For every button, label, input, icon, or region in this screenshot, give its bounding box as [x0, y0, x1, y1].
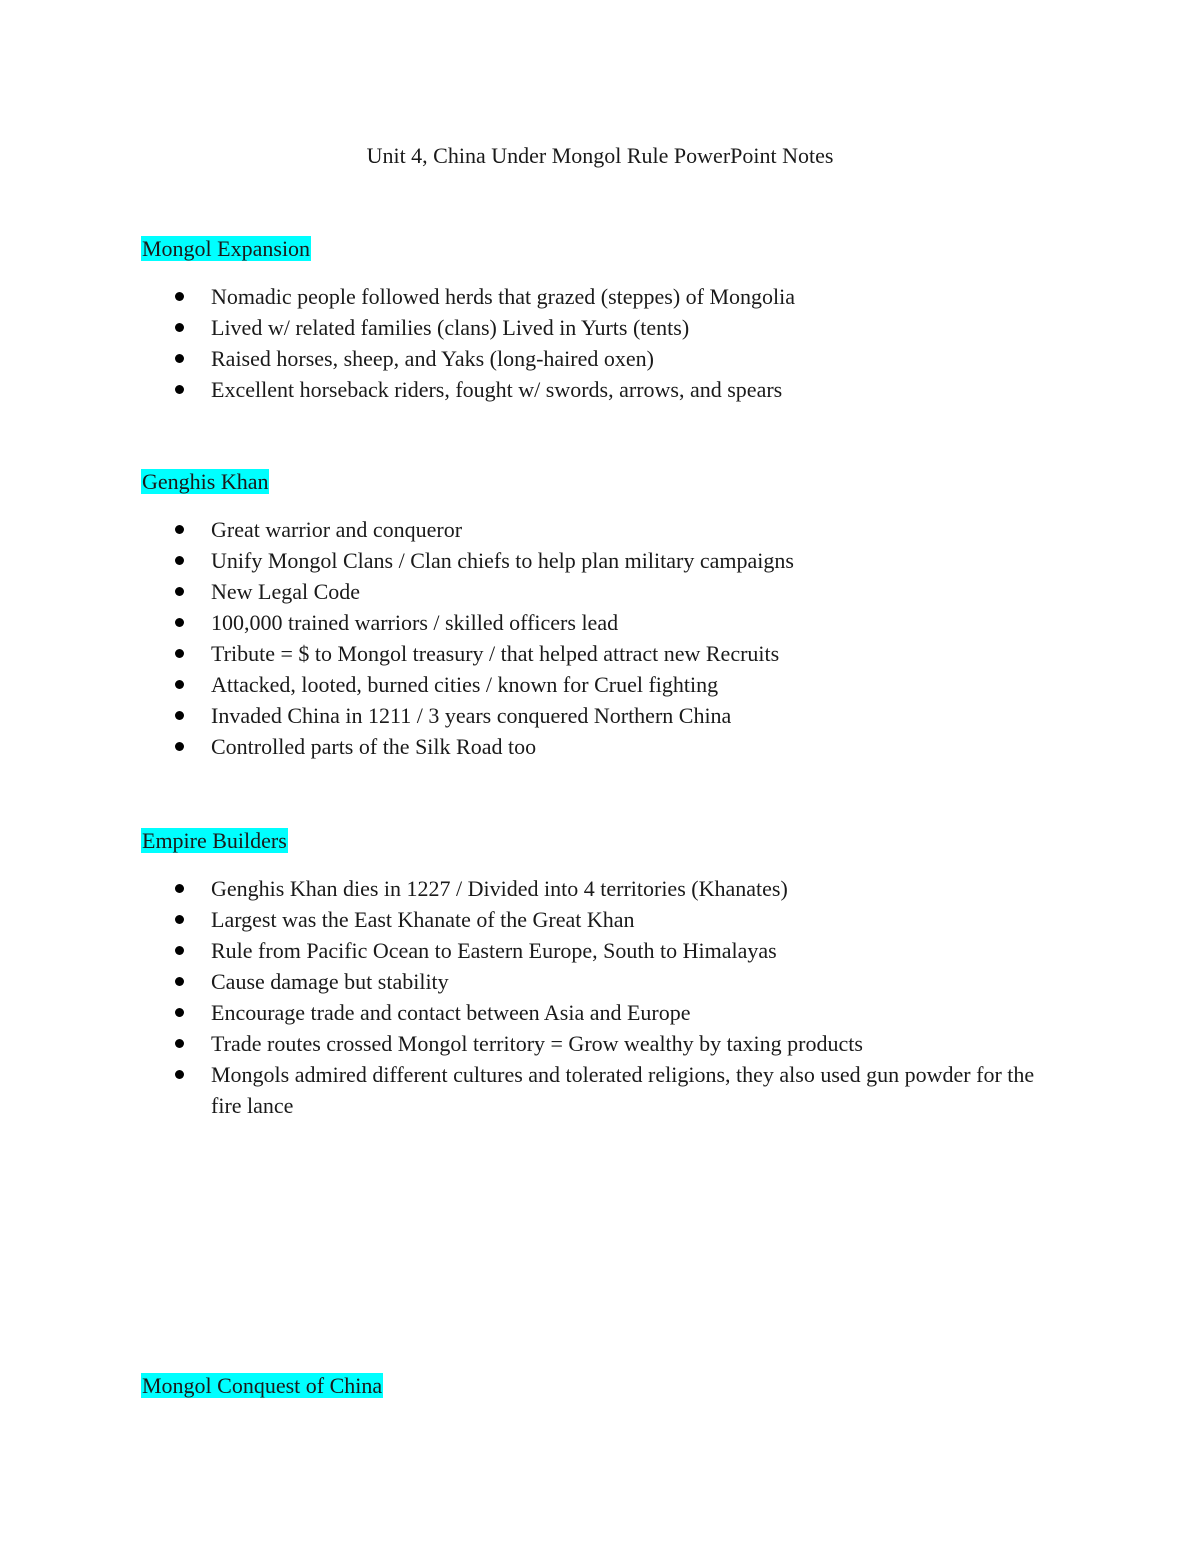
list-item: Trade routes crossed Mongol territory = Grow wealthy by taxing products [0, 1028, 1200, 1059]
list-item: Rule from Pacific Ocean to Eastern Europe, South to Himalayas [0, 935, 1200, 966]
section-heading-mongol-conquest-of-china: Mongol Conquest of China [142, 1373, 383, 1398]
list-item: Great warrior and conqueror [0, 514, 1200, 545]
bullet-list-mongol-expansion [0, 281, 1200, 405]
bullet-list-empire-builders [0, 873, 1200, 1121]
list-item: New Legal Code [0, 576, 1200, 607]
list-item: Controlled parts of the Silk Road too [0, 731, 1200, 762]
section-heading-empire-builders: Empire Builders [142, 828, 287, 853]
section-heading-mongol-expansion: Mongol Expansion [142, 236, 311, 261]
list-item: Raised horses, sheep, and Yaks (long-haired oxen) [0, 343, 1200, 374]
list-item: Largest was the East Khanate of the Great Khan [0, 904, 1200, 935]
list-item: 100,000 trained warriors / skilled officers lead [0, 607, 1200, 638]
list-item: Encourage trade and contact between Asia and Europe [0, 997, 1200, 1028]
list-item: Invaded China in 1211 / 3 years conquered Northern China [0, 700, 1200, 731]
section-heading-genghis-khan: Genghis Khan [142, 469, 269, 494]
list-item: Lived w/ related families (clans) Lived in Yurts (tents) [0, 312, 1200, 343]
list-item: Unify Mongol Clans / Clan chiefs to help plan military campaigns [0, 545, 1200, 576]
list-item: Mongols admired different cultures and tolerated religions, they also used gun powder for the fire lance [0, 1059, 1200, 1121]
list-item: Genghis Khan dies in 1227 / Divided into 4 territories (Khanates) [0, 873, 1200, 904]
page-title: Unit 4, China Under Mongol Rule PowerPoint Notes [366, 143, 834, 168]
list-item: Attacked, looted, burned cities / known for Cruel fighting [0, 669, 1200, 700]
bullet-list-genghis-khan [0, 514, 1200, 762]
list-item: Nomadic people followed herds that grazed (steppes) of Mongolia [0, 281, 1200, 312]
list-item: Excellent horseback riders, fought w/ swords, arrows, and spears [0, 374, 1200, 405]
list-item: Cause damage but stability [0, 966, 1200, 997]
list-item: Tribute = $ to Mongol treasury / that helped attract new Recruits [0, 638, 1200, 669]
